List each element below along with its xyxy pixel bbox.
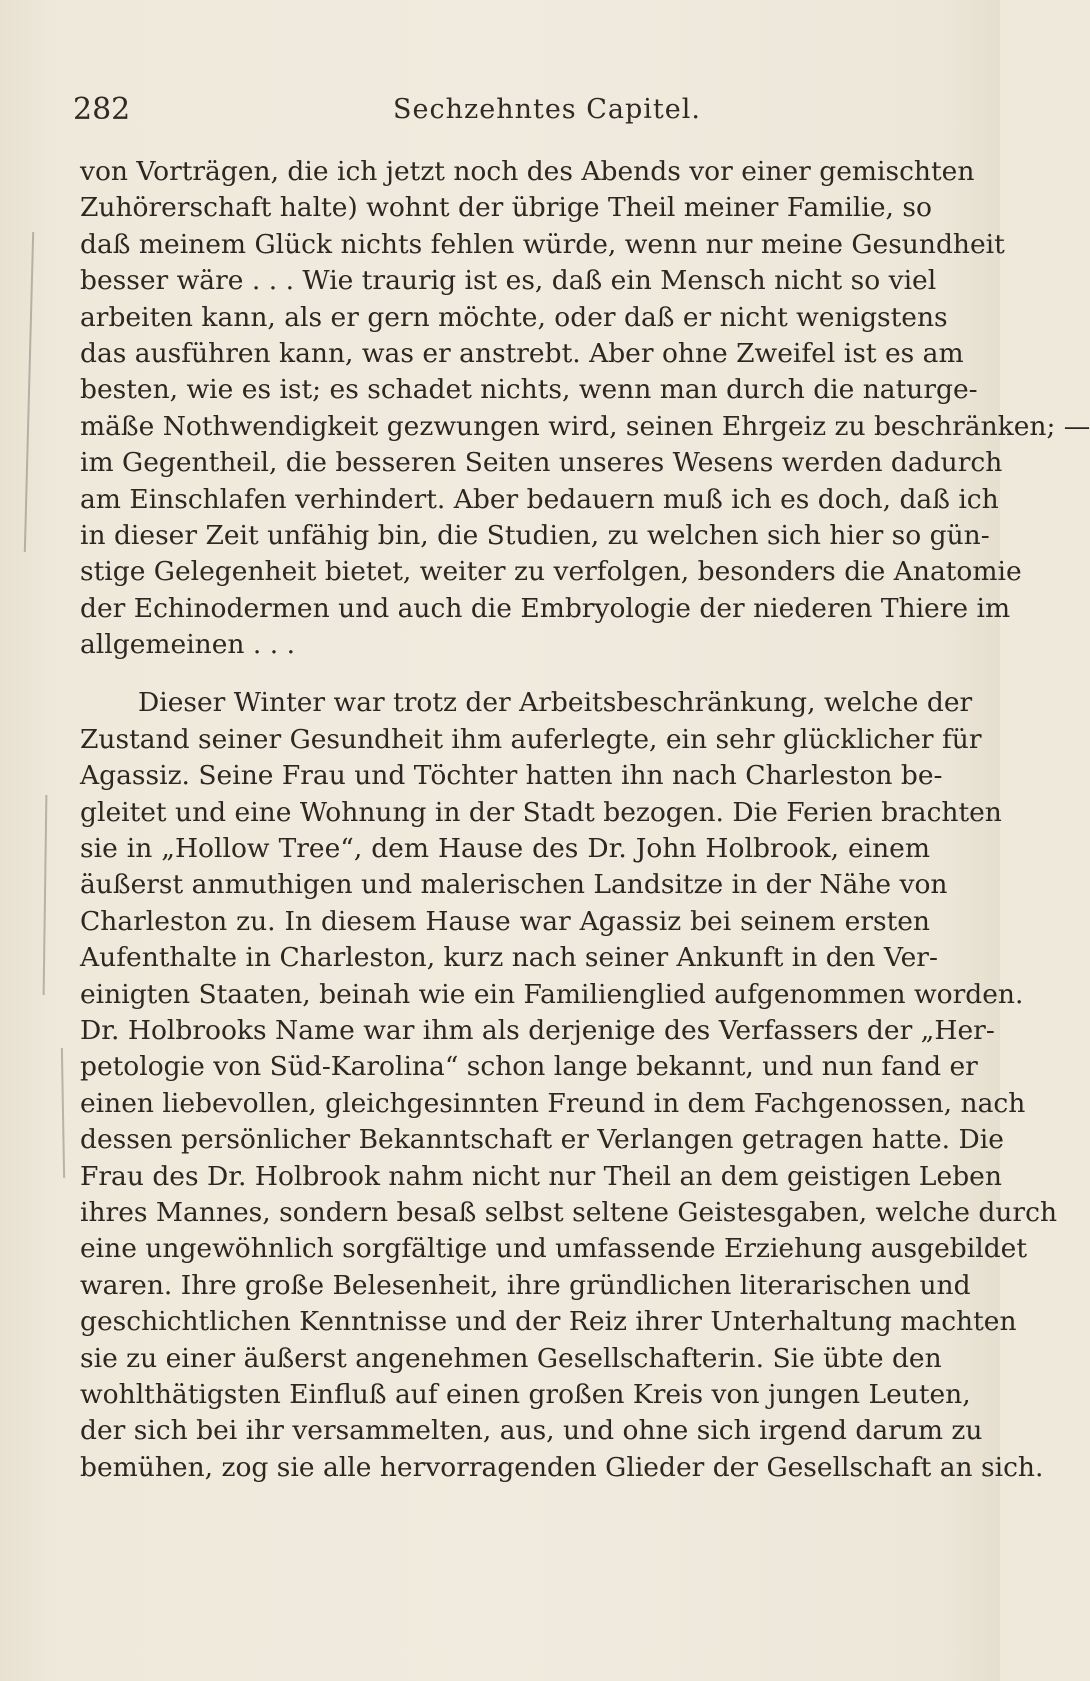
text-line: von Vorträgen, die ich jetzt noch des Abends vor einer gemischten xyxy=(80,156,975,187)
text-line: sie zu einer äußerst angenehmen Gesellschafterin. Sie übte den xyxy=(80,1342,942,1374)
text-line: einigten Staaten, beinah wie ein Familienglied aufgenommen worden. xyxy=(80,978,1024,1010)
text-line: Dieser Winter war trotz der Arbeitsbeschränkung, welche der xyxy=(138,687,973,719)
text-line: in dieser Zeit unfähig bin, die Studien, zu welchen sich hier so gün- xyxy=(80,519,990,551)
text-line: äußerst anmuthigen und malerischen Landsitze in der Nähe von xyxy=(80,869,948,901)
text-line: Zustand seiner Gesundheit ihm auferlegte, ein sehr glücklicher für xyxy=(80,723,982,755)
text-line: einen liebevollen, gleichgesinnten Freund in dem Fachgenossen, nach xyxy=(80,1087,1026,1119)
text-line: ihres Mannes, sondern besaß selbst seltene Geistesgaben, welche durch xyxy=(80,1196,1058,1228)
text-line: besten, wie es ist; es schadet nichts, wenn man durch die naturge- xyxy=(80,374,978,406)
text-line: im Gegentheil, die besseren Seiten unseres Wesens werden dadurch xyxy=(80,447,1003,479)
body-text xyxy=(80,154,1090,1486)
text-line: petologie von Süd-Karolina“ schon lange bekannt, und nun fand er xyxy=(80,1051,978,1083)
text-line: allgemeinen . . . xyxy=(80,629,296,661)
paragraph-gap xyxy=(80,663,930,685)
text-line: dessen persönlicher Bekanntschaft er Verlangen getragen hatte. Die xyxy=(80,1124,1004,1156)
margin-pencil-mark xyxy=(43,795,48,995)
text-line: Agassiz. Seine Frau und Töchter hatten ihn nach Charleston be- xyxy=(80,760,943,792)
text-line: am Einschlafen verhindert. Aber bedauern muß ich es doch, daß ich xyxy=(80,483,999,515)
text-line: Frau des Dr. Holbrook nahm nicht nur Theil an dem geistigen Leben xyxy=(80,1160,1002,1192)
text-line: wohlthätigsten Einfluß auf einen großen Kreis von jungen Leuten, xyxy=(80,1378,971,1410)
text-line: der Echinodermen und auch die Embryologie der niederen Thiere im xyxy=(80,592,1011,624)
text-line: das ausführen kann, was er anstrebt. Aber ohne Zweifel ist es am xyxy=(80,337,964,369)
margin-pencil-mark xyxy=(61,1048,65,1178)
chapter-title: Sechzehntes Capitel. xyxy=(393,94,701,125)
running-head xyxy=(73,92,933,136)
text-line: waren. Ihre große Belesenheit, ihre gründlichen literarischen und xyxy=(80,1269,971,1301)
text-line: Zuhörerschaft halte) wohnt der übrige Theil meiner Familie, so xyxy=(80,192,932,224)
text-line: gleitet und eine Wohnung in der Stadt bezogen. Die Ferien brachten xyxy=(80,796,1002,828)
text-line: eine ungewöhnlich sorgfältige und umfassende Erziehung ausgebildet xyxy=(80,1233,1028,1265)
text-line: besser wäre . . . Wie traurig ist es, daß ein Mensch nicht so viel xyxy=(80,265,937,297)
text-line: bemühen, zog sie alle hervorragenden Glieder der Gesellschaft an sich. xyxy=(80,1451,1044,1483)
text-line: Aufenthalte in Charleston, kurz nach seiner Ankunft in den Ver- xyxy=(80,942,938,974)
text-line: der sich bei ihr versammelten, aus, und ohne sich irgend darum zu xyxy=(80,1415,983,1447)
text-line: arbeiten kann, als er gern möchte, oder daß er nicht wenigstens xyxy=(80,301,948,333)
text-line: sie in „Hollow Tree“, dem Hause des Dr. John Holbrook, einem xyxy=(80,833,930,865)
text-line: daß meinem Glück nichts fehlen würde, wenn nur meine Gesundheit xyxy=(80,228,1005,260)
text-line: Dr. Holbrooks Name war ihm als derjenige des Verfassers der „Her- xyxy=(80,1014,995,1046)
margin-pencil-mark xyxy=(24,232,34,552)
text-line: Charleston zu. In diesem Hause war Agassiz bei seinem ersten xyxy=(80,905,930,937)
text-line: mäße Nothwendigkeit gezwungen wird, seinen Ehrgeiz zu beschränken; — xyxy=(80,410,1090,442)
page-number: 282 xyxy=(73,92,131,127)
text-line: stige Gelegenheit bietet, weiter zu verfolgen, besonders die Anatomie xyxy=(80,556,1022,588)
text-line: geschichtlichen Kenntnisse und der Reiz ihrer Unterhaltung machten xyxy=(80,1306,1017,1338)
